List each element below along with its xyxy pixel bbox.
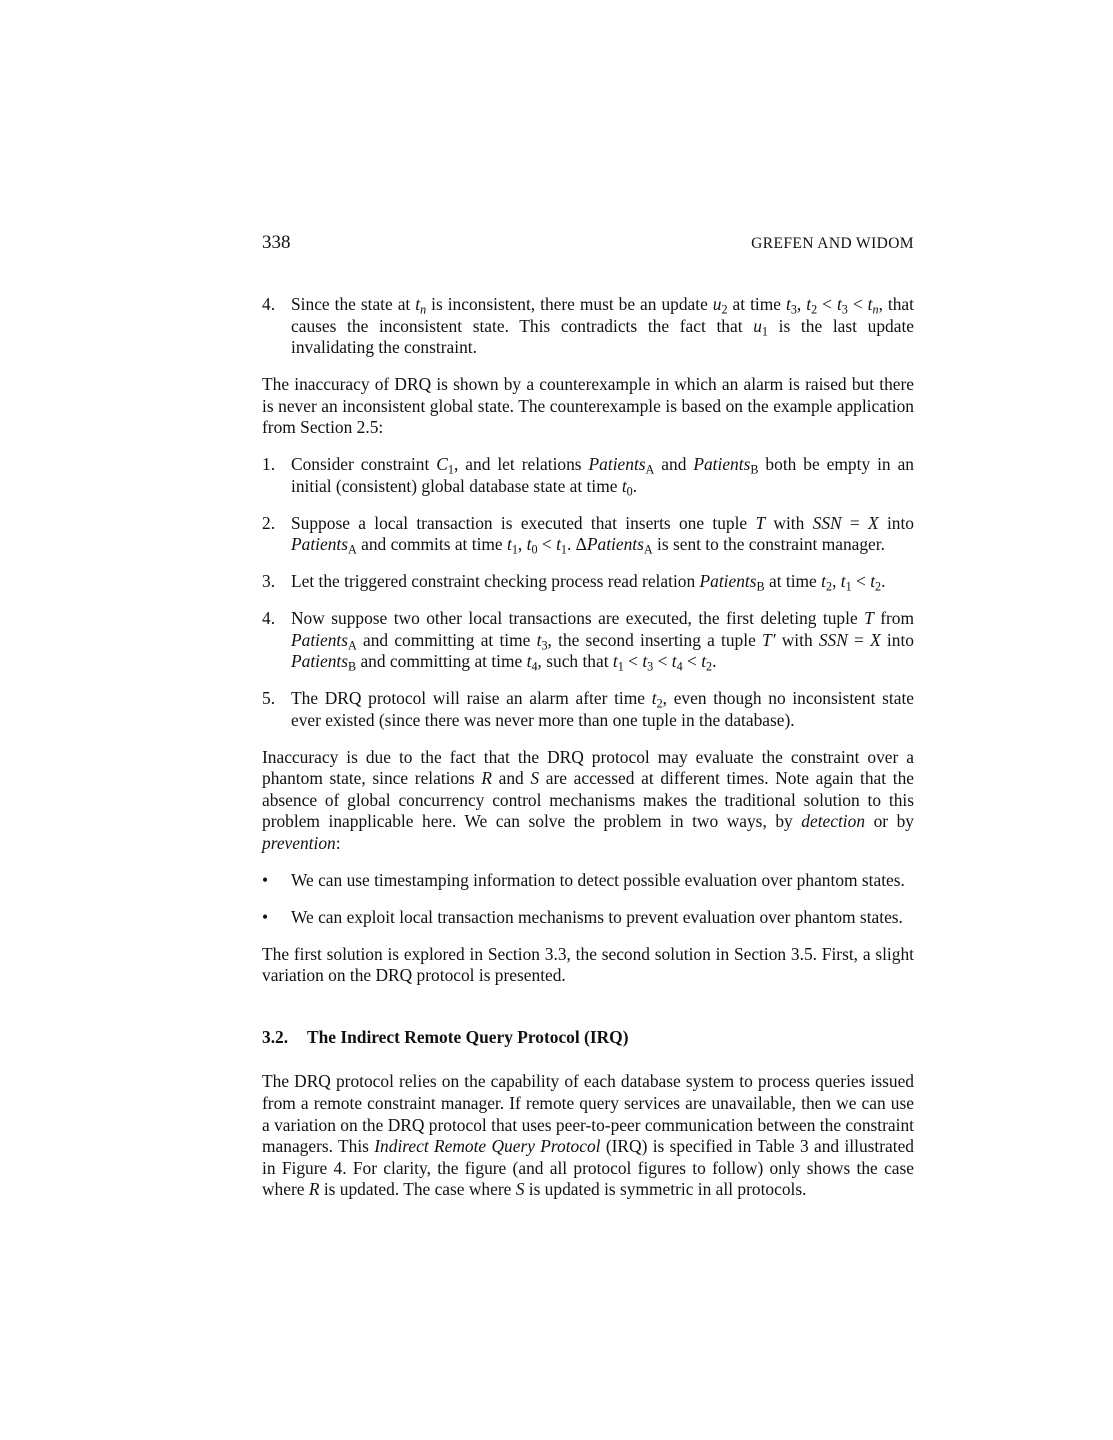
paragraph: The first solution is explored in Section 3.3, the second solution in Section 3.5. First, a slight variation on the DRQ protocol is presented. bbox=[262, 943, 914, 986]
item-label: 2. bbox=[262, 512, 276, 533]
math-symbol: $t_3$ bbox=[836, 294, 848, 317]
math-symbol: X bbox=[870, 629, 881, 650]
math-symbol: $u_2$ bbox=[712, 294, 728, 317]
bullet-item bbox=[262, 870, 914, 892]
math-symbol: $C_1$ bbox=[436, 454, 454, 477]
section-heading bbox=[262, 1027, 914, 1049]
math-symbol: $t_n$ bbox=[867, 294, 879, 317]
paragraph: The DRQ protocol relies on the capability of each database system to process queries issued from a remote constraint manager. If remote query services are unavailable, then we can use a variation on the DRQ protocol that uses peer-to-peer communication between the constraint managers. This Indirect Remote Query Protocol (IRQ) is specified in Table 3 and illustrated in Figure 4. For clarity, the figure (and all protocol figures to follow) only shows the case where R is updated. The case where S is updated is symmetric in all protocols. bbox=[262, 1071, 915, 1200]
math-symbol: $t_1$ bbox=[556, 534, 567, 557]
paragraph: The inaccuracy of DRQ is shown by a counterexample in which an alarm is raised but there is never an inconsistent global state. The counterexample is based on the example application from Section 2.5: bbox=[262, 374, 914, 438]
math-symbol: Patients$_B$ bbox=[693, 454, 759, 477]
math-symbol: $t_0$ bbox=[621, 475, 633, 499]
item-label: • bbox=[262, 869, 269, 890]
math-symbol: $u_1$ bbox=[753, 315, 768, 339]
math-symbol: $t_4$ bbox=[526, 651, 538, 674]
item-text: Consider constraint $C_1$, and let relations Patients$_A$ and Patients$_B$ both be empty in an initial (consistent) global database state at time $t_0$. bbox=[291, 454, 914, 499]
math-symbol: Patients$_B$ bbox=[699, 571, 765, 594]
math-symbol: SSN bbox=[818, 629, 848, 650]
item-label: 5. bbox=[262, 688, 276, 709]
section-title: The Indirect Remote Query Protocol (IRQ) bbox=[307, 1026, 629, 1047]
math-symbol: Patients$_B$ bbox=[291, 651, 357, 674]
item-text: We can exploit local transaction mechanisms to prevent evaluation over phantom states. bbox=[291, 906, 903, 927]
page-body bbox=[262, 294, 914, 1201]
math-symbol: $t_1$ bbox=[612, 651, 624, 674]
item-text: Now suppose two other local transactions are executed, the first deleting tuple T from Patients$_A$ and committing at time $t_3$, the second inserting a tuple T′ with SSN = X into Patients$_B$ and committing at time $t_4$, such that $t_1 < t_3 < t_4 < t_2$. bbox=[291, 608, 914, 674]
item-label: 4. bbox=[262, 608, 276, 629]
math-symbol: $t_1$ bbox=[507, 534, 518, 557]
list-item bbox=[262, 513, 914, 556]
math-symbol: $t_3$ bbox=[642, 651, 654, 674]
emphasis: Indirect Remote Query Protocol bbox=[374, 1136, 601, 1157]
math-symbol: S bbox=[530, 768, 540, 789]
math-symbol: $t_2$ bbox=[870, 571, 882, 594]
item-label: 4. bbox=[262, 294, 276, 314]
item-text: We can use timestamping information to detect possible evaluation over phantom states. bbox=[291, 869, 905, 890]
math-symbol: R bbox=[308, 1179, 320, 1200]
math-symbol: R bbox=[481, 768, 492, 789]
paper-page bbox=[262, 232, 914, 1216]
math-symbol: $t_1$ bbox=[840, 571, 852, 594]
list-item bbox=[262, 688, 914, 731]
list-item bbox=[262, 454, 914, 497]
item-text: The DRQ protocol will raise an alarm after time $t_2$, even though no inconsistent state ever existed (since there was never more than one tuple in the database). bbox=[291, 688, 914, 730]
item-text: Since the state at $t_n$ is inconsistent, there must be an update $u_2$ at time $t_3$, $t_2 < t_3 < t_n$, that causes the inconsistent state. This contradicts the fact that $u_1$ is the last update invalidating the constraint. bbox=[291, 294, 914, 358]
list-item bbox=[262, 571, 914, 593]
math-symbol: $t_2$ bbox=[806, 294, 818, 317]
math-symbol: SSN bbox=[812, 512, 842, 533]
math-symbol: $t_2$ bbox=[701, 651, 713, 674]
math-symbol: $t_n$ bbox=[415, 294, 427, 317]
emphasis: detection bbox=[801, 811, 866, 832]
math-symbol: $t_0$ bbox=[526, 534, 538, 557]
math-symbol: $t_3$ bbox=[785, 294, 797, 317]
item-label: 1. bbox=[262, 454, 276, 475]
math-symbol: $t_3$ bbox=[536, 629, 548, 653]
bullet-item bbox=[262, 907, 914, 929]
math-symbol: T bbox=[864, 608, 874, 629]
list-item bbox=[262, 294, 914, 359]
running-head: GREFEN AND WIDOM bbox=[751, 235, 914, 252]
paragraph: Inaccuracy is due to the fact that the DRQ protocol may evaluate the constraint over a phantom state, since relations R and S are accessed at different times. Note again that the absence of global concurrency control mechanisms makes the traditional solution to this problem inapplicable here. We can solve the problem in two ways, by detection or by prevention: bbox=[262, 746, 914, 853]
math-symbol: Patients$_A$ bbox=[291, 629, 357, 653]
item-text: Let the triggered constraint checking process read relation Patients$_B$ at time $t_2$, $t_1 < t_2$. bbox=[291, 571, 886, 594]
math-symbol: $t_4$ bbox=[671, 651, 683, 674]
list-item bbox=[262, 608, 914, 673]
math-symbol: Patients$_A$ bbox=[588, 454, 655, 477]
math-symbol: Patients$_A$ bbox=[291, 534, 357, 557]
math-symbol: T bbox=[755, 512, 766, 533]
emphasis: prevention bbox=[262, 832, 336, 853]
math-symbol: X bbox=[868, 512, 879, 533]
math-symbol: S bbox=[515, 1179, 525, 1200]
section-number: 3.2. bbox=[262, 1026, 289, 1047]
math-symbol: T′ bbox=[762, 629, 776, 650]
page-number: 338 bbox=[262, 232, 291, 253]
item-label: • bbox=[262, 906, 269, 927]
math-symbol: Patients$_A$ bbox=[586, 534, 653, 557]
item-text: Suppose a local transaction is executed that inserts one tuple T with SSN = X into Patients$_A$ and commits at time $t_1$, $t_0 < t_1$. ΔPatients$_A$ is sent to the constraint manager. bbox=[291, 512, 915, 557]
math-symbol: $t_2$ bbox=[821, 571, 833, 594]
math-symbol: $t_2$ bbox=[651, 688, 663, 711]
page-header bbox=[262, 232, 914, 254]
item-label: 3. bbox=[262, 571, 276, 592]
